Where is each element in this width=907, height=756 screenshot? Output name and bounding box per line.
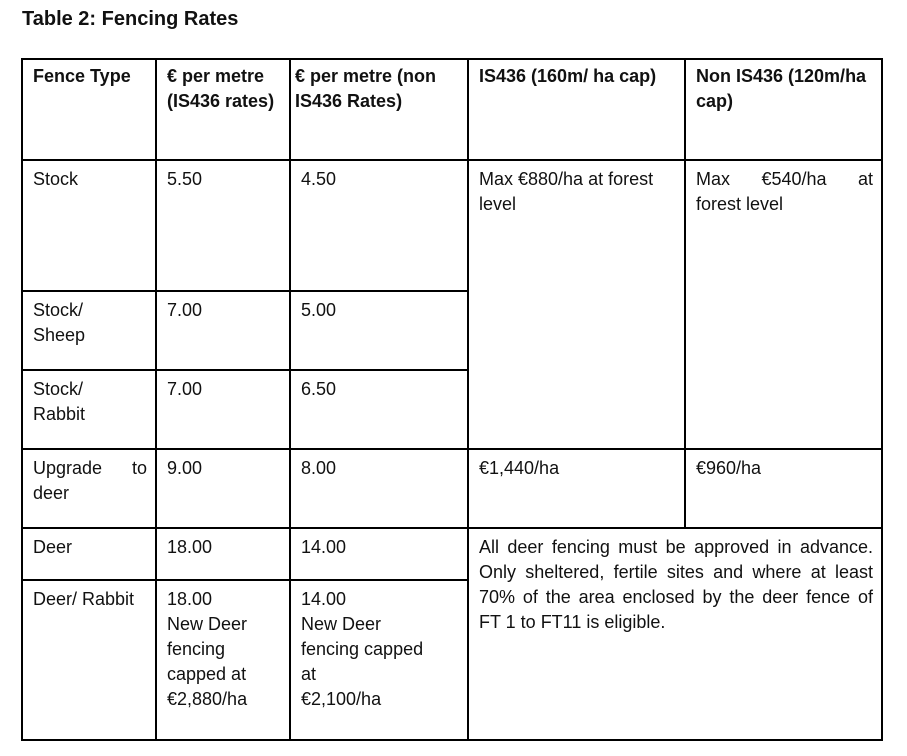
cell-rate-is436: 5.50 xyxy=(156,160,290,291)
table-title: Table 2: Fencing Rates xyxy=(22,8,239,30)
header-fence-type: Fence Type xyxy=(22,59,156,160)
table-header-row xyxy=(22,59,882,160)
note-line: €2,100/ha xyxy=(301,689,382,709)
note-line: fencing capped xyxy=(301,639,424,659)
is436-max-line2: level xyxy=(479,194,517,214)
fence-type-line2: deer xyxy=(33,483,70,503)
table-row xyxy=(22,449,882,528)
note-line: at xyxy=(301,664,317,684)
header-is436-cap: IS436 (160m/ ha cap) xyxy=(468,59,685,160)
note-line: €2,880/ha xyxy=(167,689,248,709)
cell-fence-type xyxy=(22,291,156,370)
cell-rate-non-is436: 5.00 xyxy=(290,291,468,370)
note-line: New Deer xyxy=(167,614,248,634)
cell-cap-is436: €1,440/ha xyxy=(468,449,685,528)
fence-type-line2: Sheep xyxy=(33,325,86,345)
note-line: New Deer xyxy=(301,614,382,634)
is436-max-line1: Max €880/ha at forest xyxy=(479,169,654,189)
header-eur-non-is436: € per metre (non IS436 Rates) xyxy=(290,59,468,160)
fence-type-line2: Rabbit xyxy=(33,404,86,424)
fence-type-line1: Stock/ xyxy=(33,300,84,320)
header-eur-is436: € per metre (IS436 rates) xyxy=(156,59,290,160)
cell-rate-non-is436: 8.00 xyxy=(290,449,468,528)
fence-type-line1: Upgrade to xyxy=(33,458,147,478)
cell-rate-non-is436: 14.00 xyxy=(290,528,468,580)
cell-rate-non-is436 xyxy=(290,580,468,740)
cell-fence-type: Deer/ Rabbit xyxy=(22,580,156,740)
cell-fence-type: Stock xyxy=(22,160,156,291)
cell-cap-non-is436: €960/ha xyxy=(685,449,882,528)
table-row xyxy=(22,528,882,580)
cell-rate-is436: 18.00 xyxy=(156,528,290,580)
cell-rate-is436 xyxy=(156,580,290,740)
cell-fence-type: Deer xyxy=(22,528,156,580)
cell-rate-is436: 7.00 xyxy=(156,370,290,449)
table-row xyxy=(22,160,882,291)
cell-deer-approval-note: All deer fencing must be approved in advance. Only sheltered, fertile sites and where at least 70% of the area enclosed by the deer fence of FT 1 to FT11 is eligible. xyxy=(468,528,882,740)
note-line: capped at xyxy=(167,664,247,684)
fence-type-line1: Stock/ xyxy=(33,379,84,399)
cell-non-is436-max-cap xyxy=(685,160,882,449)
note-line: fencing xyxy=(167,639,226,659)
non-is436-max-line1: Max €540/ha at xyxy=(696,169,873,189)
fencing-rates-table xyxy=(21,58,883,741)
cell-fence-type xyxy=(22,370,156,449)
header-non-is436-cap: Non IS436 (120m/ha cap) xyxy=(685,59,882,160)
rate-value: 18.00 xyxy=(167,589,213,609)
rate-value: 14.00 xyxy=(301,589,347,609)
cell-rate-non-is436: 4.50 xyxy=(290,160,468,291)
cell-fence-type xyxy=(22,449,156,528)
cell-rate-non-is436: 6.50 xyxy=(290,370,468,449)
cell-is436-max-cap xyxy=(468,160,685,449)
cell-rate-is436: 9.00 xyxy=(156,449,290,528)
non-is436-max-line2: forest level xyxy=(696,194,784,214)
cell-rate-is436: 7.00 xyxy=(156,291,290,370)
